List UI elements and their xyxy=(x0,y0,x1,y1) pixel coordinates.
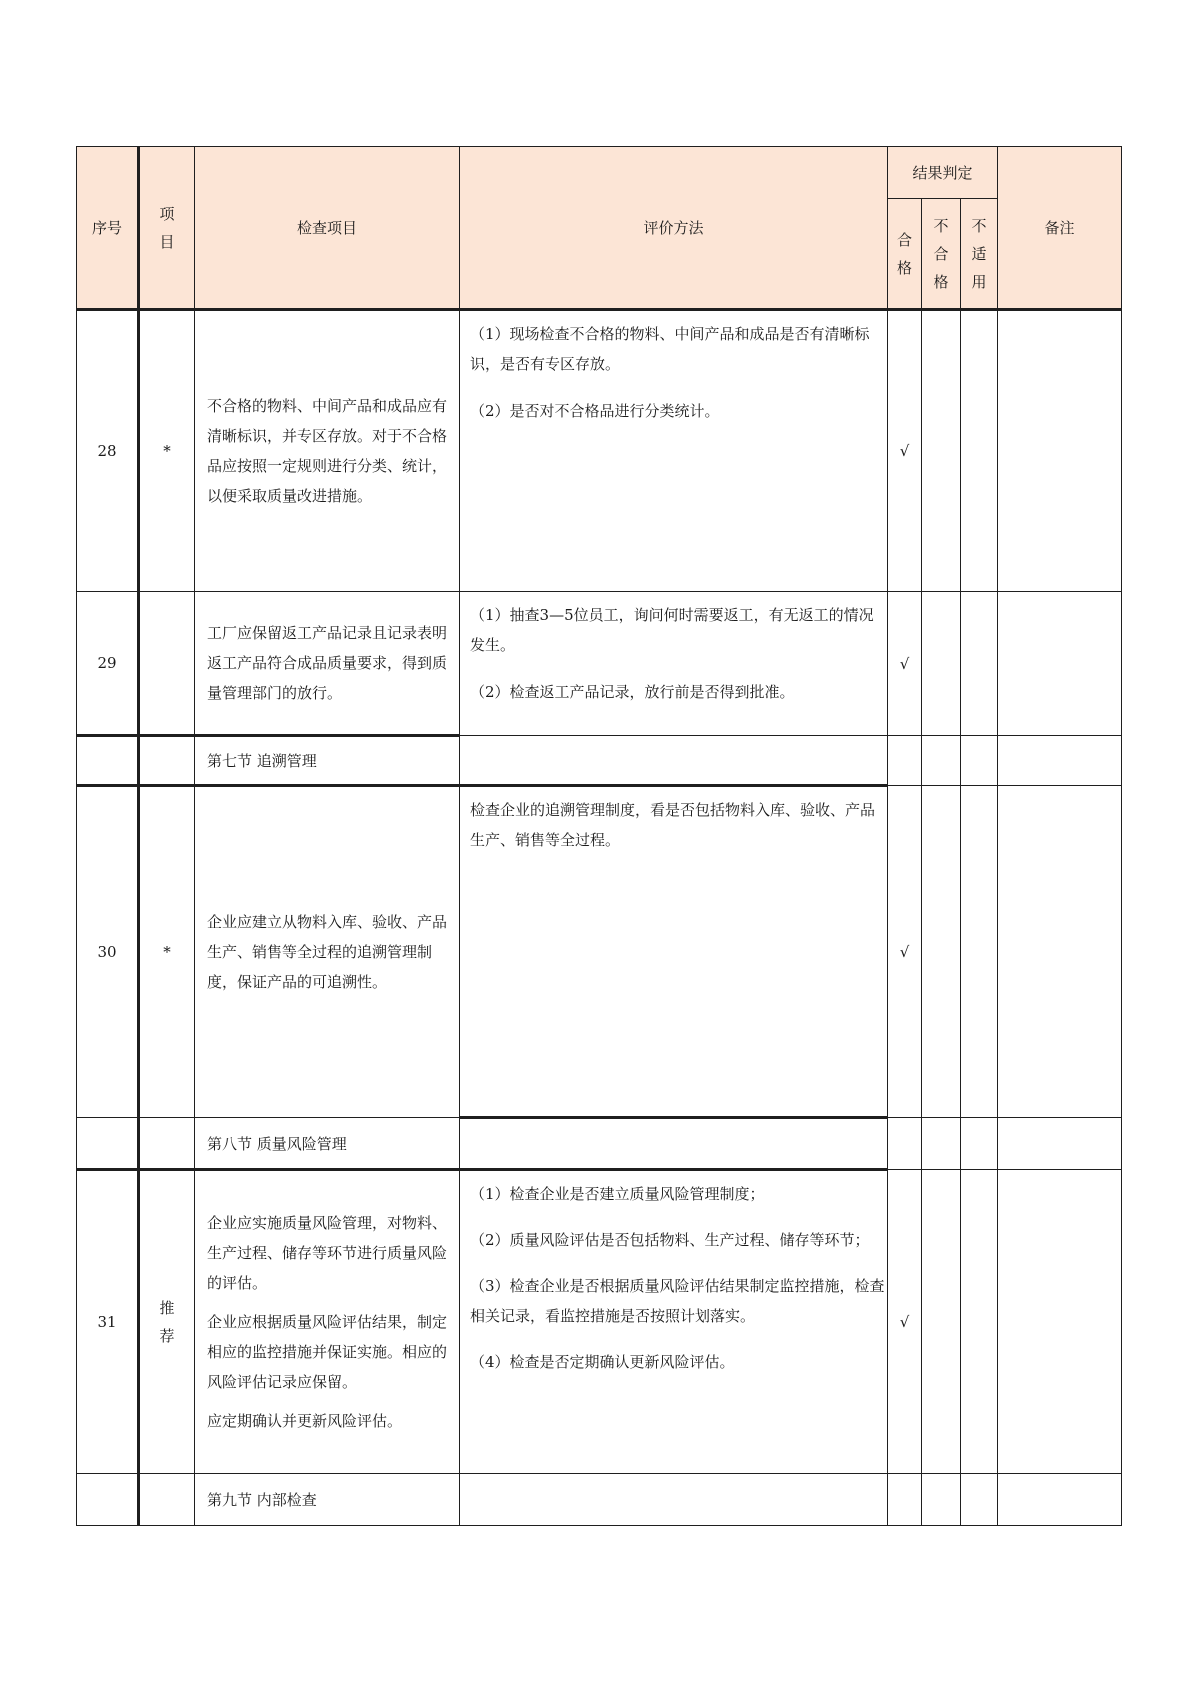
row-method xyxy=(460,592,888,736)
method-text: （1）抽查3—5位员工，询问何时需要返工，有无返工的情况发生。 xyxy=(470,606,874,654)
na-mark xyxy=(961,592,998,736)
header-na: 不 适 用 xyxy=(961,199,998,310)
inspection-table xyxy=(76,146,1122,1526)
row-check-item xyxy=(195,1170,460,1474)
section-title: 第八节 质量风险管理 xyxy=(195,1118,460,1170)
section-title: 第七节 追溯管理 xyxy=(195,736,460,786)
row-category: 推 荐 xyxy=(139,1170,195,1474)
table-row xyxy=(77,310,1122,592)
check-item-text: 应定期确认并更新风险评估。 xyxy=(207,1412,403,1430)
pass-mark: √ xyxy=(888,1170,922,1474)
method-text: （4）检查是否定期确认更新风险评估。 xyxy=(470,1353,735,1371)
row-category: * xyxy=(139,310,195,592)
header-fail: 不 合 格 xyxy=(922,199,961,310)
section-title: 第九节 内部检查 xyxy=(195,1474,460,1526)
method-text: （3）检查企业是否根据质量风险评估结果制定监控措施，检查相关记录，看监控措施是否按照计划落实。 xyxy=(470,1277,885,1325)
table-row xyxy=(77,1170,1122,1474)
table-row xyxy=(77,592,1122,736)
pass-mark: √ xyxy=(888,786,922,1118)
fail-mark xyxy=(922,786,961,1118)
na-mark xyxy=(961,786,998,1118)
row-check-item xyxy=(195,310,460,592)
header-remark: 备注 xyxy=(998,147,1122,310)
header-method: 评价方法 xyxy=(460,147,888,310)
method-text: （2）是否对不合格品进行分类统计。 xyxy=(470,402,720,420)
na-mark xyxy=(961,310,998,592)
na-mark xyxy=(961,1170,998,1474)
row-category: * xyxy=(139,786,195,1118)
row-check-item xyxy=(195,786,460,1118)
row-method xyxy=(460,310,888,592)
row-category xyxy=(139,592,195,736)
fail-mark xyxy=(922,592,961,736)
check-item-text: 企业应实施质量风险管理，对物料、生产过程、储存等环节进行质量风险的评估。 xyxy=(207,1214,448,1292)
row-check-item xyxy=(195,592,460,736)
section-row xyxy=(77,1474,1122,1526)
method-text: （1）检查企业是否建立质量风险管理制度； xyxy=(470,1185,765,1203)
check-item-text: 工厂应保留返工产品记录且记录表明返工产品符合成品质量要求，得到质量管理部门的放行。 xyxy=(207,624,448,702)
method-text: 检查企业的追溯管理制度，看是否包括物料入库、验收、产品生产、销售等全过程。 xyxy=(470,801,876,849)
remark-cell xyxy=(998,310,1122,592)
header-result: 结果判定 xyxy=(888,147,998,199)
row-seq: 30 xyxy=(77,786,139,1118)
method-text: （2）质量风险评估是否包括物料、生产过程、储存等环节； xyxy=(470,1231,870,1249)
header-check-item: 检查项目 xyxy=(195,147,460,310)
remark-cell xyxy=(998,1170,1122,1474)
pass-mark: √ xyxy=(888,310,922,592)
header-seq: 序号 xyxy=(77,147,139,310)
table-header-row xyxy=(77,147,1122,199)
remark-cell xyxy=(998,786,1122,1118)
header-pass: 合 格 xyxy=(888,199,922,310)
row-seq: 29 xyxy=(77,592,139,736)
check-item-text: 企业应根据质量风险评估结果，制定相应的监控措施并保证实施。相应的风险评估记录应保留。 xyxy=(207,1313,448,1391)
row-seq: 28 xyxy=(77,310,139,592)
section-row xyxy=(77,736,1122,786)
method-text: （2）检查返工产品记录，放行前是否得到批准。 xyxy=(470,683,795,701)
pass-mark: √ xyxy=(888,592,922,736)
table-row xyxy=(77,786,1122,1118)
fail-mark xyxy=(922,310,961,592)
fail-mark xyxy=(922,1170,961,1474)
check-item-text: 企业应建立从物料入库、验收、产品生产、销售等全过程的追溯管理制度，保证产品的可追溯性。 xyxy=(207,913,448,991)
check-item-text: 不合格的物料、中间产品和成品应有清晰标识，并专区存放。对于不合格品应按照一定规则进行分类、统计，以便采取质量改进措施。 xyxy=(207,397,448,505)
row-seq: 31 xyxy=(77,1170,139,1474)
method-text: （1）现场检查不合格的物料、中间产品和成品是否有清晰标识，是否有专区存放。 xyxy=(470,325,870,373)
row-method xyxy=(460,1170,888,1474)
header-category: 项 目 xyxy=(139,147,195,310)
row-method xyxy=(460,786,888,1118)
remark-cell xyxy=(998,592,1122,736)
section-row xyxy=(77,1118,1122,1170)
